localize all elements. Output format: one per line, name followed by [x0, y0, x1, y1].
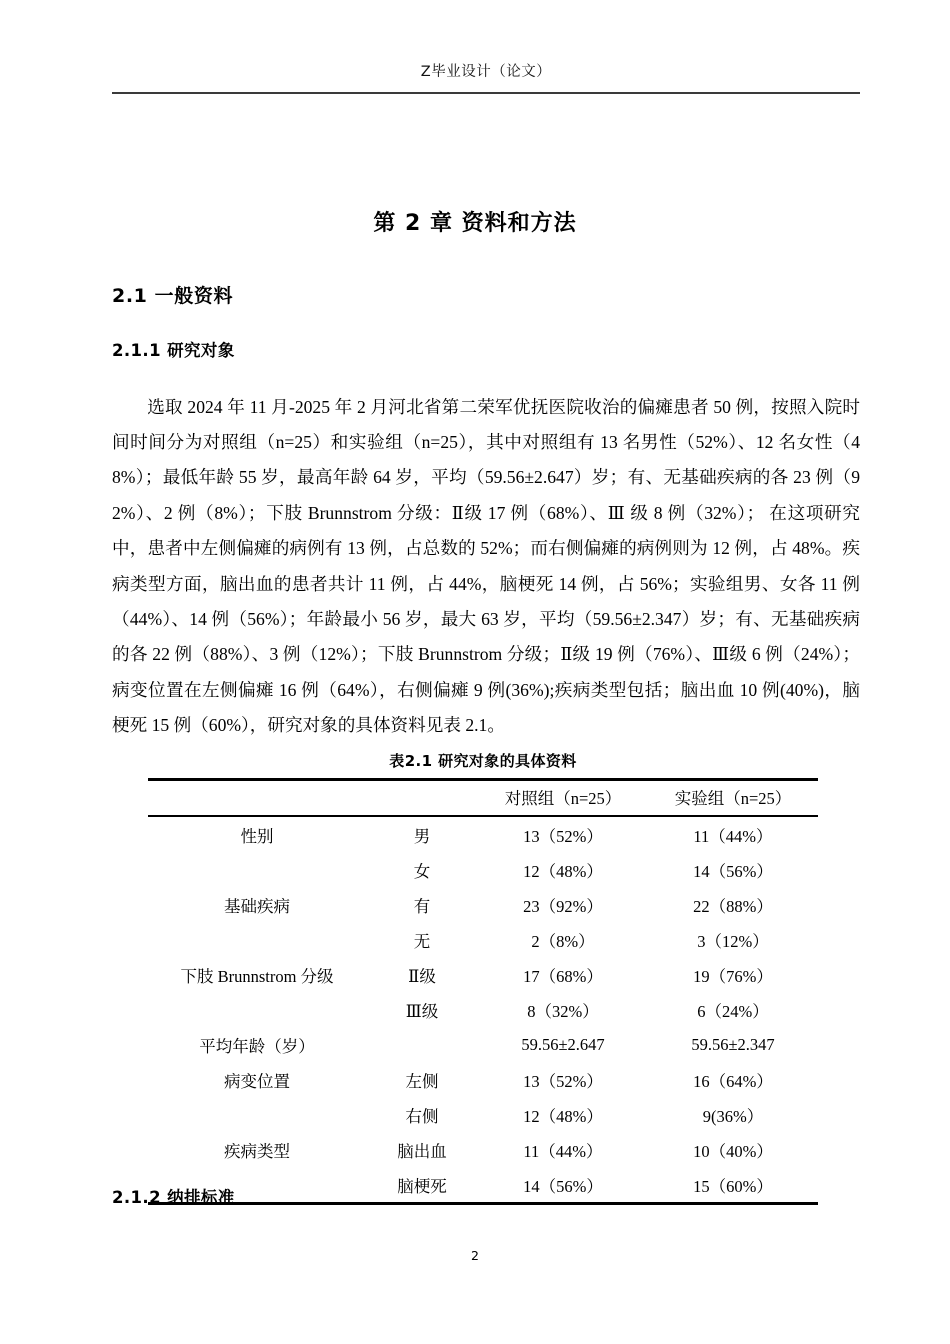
table-row: [148, 957, 818, 992]
page-number: 2: [471, 1248, 479, 1263]
table-cell-control: 17（68%）: [523, 966, 603, 986]
table-cell-control: 12（48%）: [523, 1106, 603, 1126]
table-cell-category: [148, 922, 366, 957]
table-cell-experiment: 19（76%）: [693, 966, 773, 986]
table-block: [148, 750, 818, 1205]
table-cell-subitem: 右侧: [405, 1106, 439, 1126]
table-body: [148, 816, 818, 1204]
table-cell-experiment: 11（44%）: [648, 816, 818, 852]
table-cell-subitem: Ⅱ级: [408, 966, 436, 986]
table-header-blank-1: [148, 780, 366, 817]
table-cell-subitem: 左侧: [405, 1071, 439, 1091]
section-heading-2-1-1: 2.1.1 研究对象: [112, 341, 235, 360]
table-cell-subitem: 无: [413, 931, 431, 951]
table-cell-subitem: Ⅲ级: [405, 1001, 439, 1021]
table-header-row: [148, 780, 818, 817]
table-cell-control: 11（44%）: [523, 1141, 603, 1161]
subject-data-table: [148, 778, 818, 1205]
table-cell-experiment: 14（56%）: [693, 861, 773, 881]
table-caption: 表2.1 研究对象的具体资料: [389, 752, 577, 770]
table-cell-category: 基础疾病: [224, 896, 290, 916]
table-row: [148, 852, 818, 887]
table-cell-category: [148, 992, 366, 1027]
table-cell-subitem: 有: [413, 896, 431, 916]
table-cell-control: 12（48%）: [523, 861, 603, 881]
table-cell-category: 病变位置: [224, 1071, 290, 1091]
table-cell-experiment: 9(36%）: [702, 1106, 764, 1126]
section-heading-2-1: 2.1 一般资料: [112, 285, 234, 307]
table-cell-experiment: 15（60%）: [648, 1167, 818, 1204]
table-cell-control: 2（8%）: [531, 931, 595, 951]
table-row: [148, 992, 818, 1027]
running-header-title: Z毕业设计（论文）: [420, 64, 552, 80]
table-row: [148, 1132, 818, 1167]
table-cell-experiment: 10（40%）: [693, 1141, 773, 1161]
table-header-experiment-group: 实验组（n=25）: [648, 780, 818, 817]
table-header-blank-2: [366, 780, 478, 817]
table-row: [148, 1097, 818, 1132]
table-cell-category: [148, 852, 366, 887]
table-cell-subitem: 男: [366, 816, 478, 852]
table-cell-category: 平均年龄（岁）: [199, 1036, 315, 1056]
table-cell-subitem: [366, 1027, 478, 1062]
table-cell-control: 8（32%）: [527, 1001, 599, 1021]
table-cell-control: 59.56±2.647: [521, 1034, 605, 1054]
table-cell-experiment: 22（88%）: [693, 896, 773, 916]
table-row: [148, 1027, 818, 1062]
table-cell-subitem: 女: [413, 861, 431, 881]
table-cell-experiment: 6（24%）: [697, 1001, 769, 1021]
table-cell-experiment: 3（12%）: [697, 931, 769, 951]
table-cell-control: 13（52%）: [478, 816, 648, 852]
table-row: [148, 1167, 818, 1204]
table-row: [148, 887, 818, 922]
table-row: [148, 922, 818, 957]
table-cell-category: 疾病类型: [224, 1141, 290, 1161]
table-cell-category: 性别: [148, 816, 366, 852]
table-row: [148, 816, 818, 852]
table-cell-experiment: 59.56±2.347: [691, 1034, 775, 1054]
table-cell-category: 下肢 Brunnstrom 分级: [180, 966, 334, 986]
study-subjects-paragraph: 选取 2024 年 11 月‑2025 年 2 月河北省第二荣军优抚医院收治的偏瘫患者 50 例，按照入院时间时间分为对照组（n=25）和实验组（n=25），其中对照组有 13 名男性（52%）、12 名女性（48%）；最低年龄 55 岁，最高年龄 64 岁，平均（59.56±2.647）岁；有、无基础疾病的各 23 例（92%）、2 例（8%）；下肢 Brunnstrom 分级：Ⅱ级 17 例（68%）、Ⅲ 级 8 例（32%）； 在这项研究中，患者中左侧偏瘫的病例有 13 例，占总数的 52%；而右侧偏瘫的病例则为 12 例，占 48%。疾病类型方面，脑出血的患者共计 11 例，占 44%，脑梗死 14 例，占 56%；实验组男、女各 11 例（44%）、14 例（56%）；年龄最小 56 岁，最大 63 岁，平均（59.56±2.347）岁；有、无基础疾病的各 22 例（88%）、3 例（12%）；下肢 Brunnstrom 分级；Ⅱ级 19 例（76%）、Ⅲ级 6 例（24%）；病变位置在左侧偏瘫 16 例（64%），右侧偏瘫 9 例(36%);疾病类型包括；脑出血 10 例(40%)，脑梗死 15 例（60%），研究对象的具体资料见表 2.1。: [112, 396, 860, 736]
table-cell-experiment: 16（64%）: [693, 1071, 773, 1091]
header-rule: [112, 92, 860, 94]
table-cell-control: 23（92%）: [523, 896, 603, 916]
table-cell-subitem: 脑出血: [397, 1141, 447, 1161]
table-cell-category: [148, 1097, 366, 1132]
table-head: [148, 780, 818, 817]
section-heading-2-1-2: 2.1.2 纳排标准: [112, 1188, 235, 1207]
running-header: [112, 62, 860, 82]
table-row: [148, 1062, 818, 1097]
chapter-title: 第 2 章 资料和方法: [373, 211, 577, 236]
table-cell-control: 13（52%）: [523, 1071, 603, 1091]
table-cell-subitem: 脑梗死: [366, 1167, 478, 1204]
table-cell-control: 14（56%）: [478, 1167, 648, 1204]
table-header-control-group: 对照组（n=25）: [478, 780, 648, 817]
